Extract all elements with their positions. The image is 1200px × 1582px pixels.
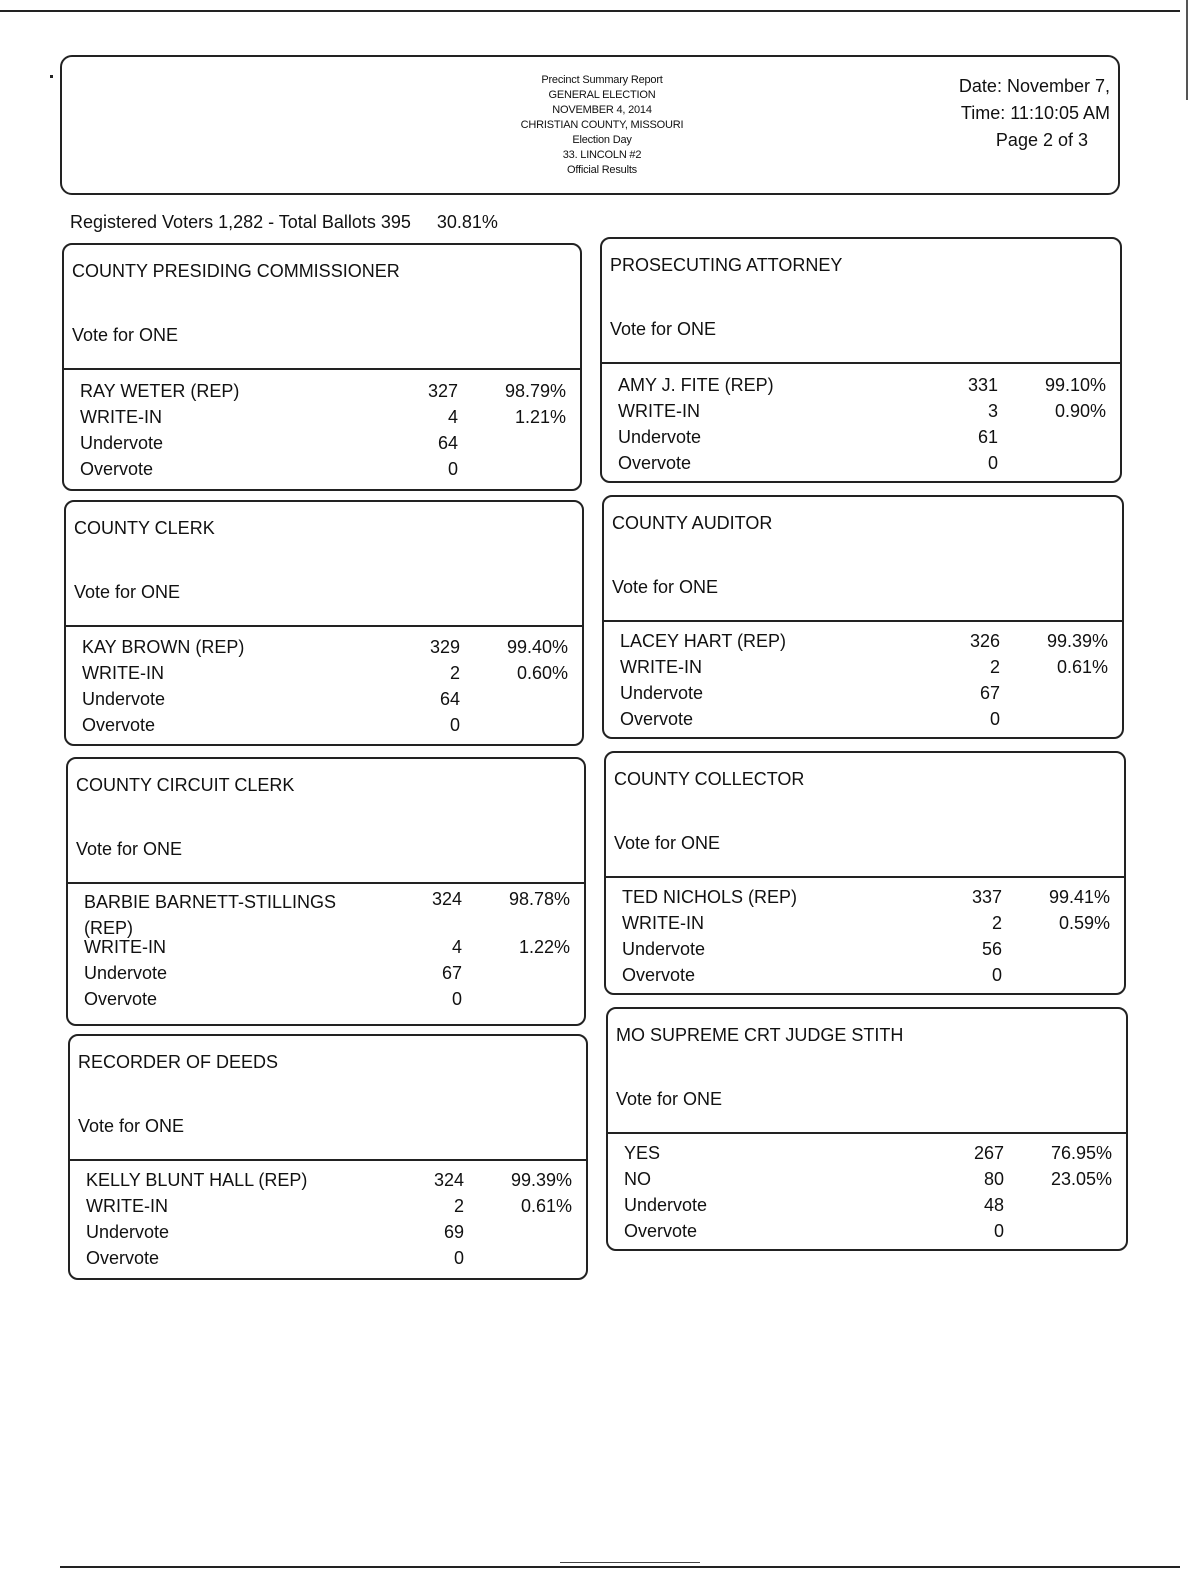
contest-results (606, 887, 1124, 991)
result-row (66, 663, 582, 689)
report-header (60, 55, 1120, 195)
choice-name: Overvote (80, 459, 154, 479)
contest-divider (606, 876, 1124, 878)
result-row (68, 989, 584, 1015)
contest-title: COUNTY CLERK (74, 518, 215, 538)
contest-divider (64, 368, 580, 370)
choice-name: Overvote (84, 989, 158, 1009)
vote-percent: 99.39% (510, 1170, 572, 1190)
vote-percent: 23.05% (1050, 1169, 1112, 1189)
vote-percent: 76.95% (1050, 1143, 1112, 1163)
vote-count: 67 (979, 683, 1000, 703)
result-row (602, 453, 1120, 479)
vote-for-label: Vote for ONE (78, 1116, 185, 1136)
vote-count: 331 (967, 375, 998, 395)
contest-prosecuting-attorney (600, 237, 1122, 483)
scan-mark (50, 75, 53, 78)
vote-percent: 0.90% (1054, 401, 1106, 421)
contest-county-auditor (602, 495, 1124, 739)
result-row (606, 887, 1124, 913)
choice-name: LACEY HART (REP) (620, 631, 787, 651)
vote-count: 0 (987, 453, 998, 473)
choice-name: Undervote (618, 427, 702, 447)
vote-count: 48 (983, 1195, 1004, 1215)
contest-results (602, 375, 1120, 479)
vote-percent: 99.10% (1044, 375, 1106, 395)
vote-count: 67 (441, 963, 462, 983)
result-row (70, 1196, 586, 1222)
turnout-percent: 30.81% (436, 212, 498, 232)
vote-count: 326 (969, 631, 1000, 651)
contest-title: COUNTY PRESIDING COMMISSIONER (72, 261, 400, 281)
vote-count: 0 (447, 459, 458, 479)
result-row (68, 937, 584, 963)
vote-count: 327 (427, 381, 458, 401)
result-row (66, 715, 582, 741)
choice-name: Undervote (86, 1222, 170, 1242)
vote-count: 2 (453, 1196, 464, 1216)
vote-percent: 98.79% (504, 381, 566, 401)
vote-for-label: Vote for ONE (610, 319, 717, 339)
contest-title: COUNTY AUDITOR (612, 513, 773, 533)
vote-count: 0 (991, 965, 1002, 985)
election-date: NOVEMBER 4, 2014 (552, 104, 652, 116)
result-row (604, 683, 1122, 709)
ballot-type: Election Day (572, 134, 632, 146)
vote-percent: 99.39% (1046, 631, 1108, 651)
result-row (604, 657, 1122, 683)
contest-county-presiding-commissioner (62, 243, 582, 491)
choice-name: Undervote (622, 939, 706, 959)
vote-count: 80 (983, 1169, 1004, 1189)
result-row (68, 889, 584, 941)
contest-results (66, 637, 582, 741)
vote-count: 324 (431, 889, 462, 909)
contest-results (64, 381, 580, 485)
vote-percent: 0.59% (1058, 913, 1110, 933)
vote-for-label: Vote for ONE (72, 325, 179, 345)
report-date: Date: November 7, (958, 76, 1110, 96)
result-row (604, 709, 1122, 735)
contest-results (68, 889, 584, 1015)
contest-title: COUNTY CIRCUIT CLERK (76, 775, 295, 795)
vote-for-label: Vote for ONE (614, 833, 721, 853)
contest-title: MO SUPREME CRT JUDGE STITH (616, 1025, 904, 1045)
vote-percent: 1.21% (514, 407, 566, 427)
vote-for-label: Vote for ONE (74, 582, 181, 602)
contest-divider (66, 625, 582, 627)
vote-count: 2 (989, 657, 1000, 677)
result-row (602, 401, 1120, 427)
vote-count: 267 (973, 1143, 1004, 1163)
vote-percent: 0.61% (520, 1196, 572, 1216)
vote-count: 0 (453, 1248, 464, 1268)
vote-for-label: Vote for ONE (612, 577, 719, 597)
county-name: CHRISTIAN COUNTY, MISSOURI (520, 119, 684, 131)
choice-name: KAY BROWN (REP) (82, 637, 245, 657)
vote-count: 64 (437, 433, 458, 453)
choice-name: AMY J. FITE (REP) (618, 375, 774, 395)
result-row (64, 433, 580, 459)
contest-title: RECORDER OF DEEDS (78, 1052, 279, 1072)
result-row (602, 427, 1120, 453)
vote-count: 0 (993, 1221, 1004, 1241)
result-row (606, 965, 1124, 991)
contest-divider (608, 1132, 1126, 1134)
choice-name: Undervote (624, 1195, 708, 1215)
result-row (64, 407, 580, 433)
report-title-block (442, 73, 762, 178)
result-row (66, 637, 582, 663)
vote-count: 329 (429, 637, 460, 657)
result-row (606, 939, 1124, 965)
vote-count: 61 (977, 427, 998, 447)
choice-name: RAY WETER (REP) (80, 381, 240, 401)
vote-percent: 99.41% (1048, 887, 1110, 907)
choice-name: Overvote (620, 709, 694, 729)
vote-for-label: Vote for ONE (616, 1089, 723, 1109)
contest-divider (70, 1159, 586, 1161)
turnout-summary (70, 212, 498, 233)
right-scan-border (1186, 0, 1188, 100)
choice-name: Overvote (624, 1221, 698, 1241)
vote-count: 4 (451, 937, 462, 957)
contest-title: PROSECUTING ATTORNEY (610, 255, 843, 275)
vote-count: 4 (447, 407, 458, 427)
vote-count: 0 (449, 715, 460, 735)
contest-results (608, 1143, 1126, 1247)
contest-divider (68, 882, 584, 884)
vote-count: 3 (987, 401, 998, 421)
contest-mo-supreme-court-judge-stith (606, 1007, 1128, 1251)
vote-percent: 0.61% (1056, 657, 1108, 677)
result-row (70, 1222, 586, 1248)
result-row (64, 459, 580, 485)
result-row (70, 1248, 586, 1274)
choice-name: WRITE-IN (622, 913, 704, 933)
report-meta (910, 73, 1110, 154)
choice-name: Overvote (82, 715, 156, 735)
choice-name: Overvote (622, 965, 696, 985)
result-row (64, 381, 580, 407)
choice-name: TED NICHOLS (REP) (622, 887, 798, 907)
page-number: Page 2 of 3 (995, 130, 1088, 150)
bottom-scan-mark (560, 1562, 700, 1563)
result-row (608, 1221, 1126, 1247)
vote-percent: 99.40% (506, 637, 568, 657)
choice-name: Undervote (620, 683, 704, 703)
turnout-text: Registered Voters 1,282 - Total Ballots 395 (70, 212, 411, 232)
top-scan-border (0, 10, 1180, 12)
contest-county-circuit-clerk (66, 757, 586, 1026)
vote-count: 324 (433, 1170, 464, 1190)
report-title: Precinct Summary Report (541, 74, 663, 86)
vote-count: 2 (449, 663, 460, 683)
choice-name: YES (624, 1143, 661, 1163)
choice-name: Undervote (80, 433, 164, 453)
contest-recorder-of-deeds (68, 1034, 588, 1280)
election-name: GENERAL ELECTION (548, 89, 656, 101)
choice-name: NO (624, 1169, 651, 1189)
choice-name: WRITE-IN (84, 937, 166, 957)
contest-divider (602, 362, 1120, 364)
contest-title: COUNTY COLLECTOR (614, 769, 805, 789)
vote-count: 64 (439, 689, 460, 709)
vote-count: 0 (989, 709, 1000, 729)
vote-percent: 0.60% (516, 663, 568, 683)
vote-percent: 1.22% (518, 937, 570, 957)
choice-name: WRITE-IN (620, 657, 702, 677)
vote-count: 0 (451, 989, 462, 1009)
result-row (604, 631, 1122, 657)
result-row (608, 1169, 1126, 1195)
choice-name: WRITE-IN (80, 407, 162, 427)
choice-name: Undervote (84, 963, 168, 983)
result-row (66, 689, 582, 715)
precinct-name: 33. LINCOLN #2 (562, 149, 642, 161)
result-row (68, 963, 584, 989)
vote-count: 69 (443, 1222, 464, 1242)
choice-name: BARBIE BARNETT-STILLINGS (REP) (84, 892, 337, 938)
result-row (602, 375, 1120, 401)
contest-results (604, 631, 1122, 735)
bottom-scan-border (60, 1566, 1180, 1568)
choice-name: WRITE-IN (618, 401, 700, 421)
choice-name: Undervote (82, 689, 166, 709)
report-time: Time: 11:10:05 AM (960, 103, 1110, 123)
result-row (606, 913, 1124, 939)
vote-for-label: Vote for ONE (76, 839, 183, 859)
vote-count: 2 (991, 913, 1002, 933)
vote-percent: 98.78% (508, 889, 570, 909)
choice-name: WRITE-IN (82, 663, 164, 683)
choice-name: Overvote (86, 1248, 160, 1268)
results-status: Official Results (567, 164, 637, 176)
contest-county-collector (604, 751, 1126, 995)
vote-count: 56 (981, 939, 1002, 959)
vote-count: 337 (971, 887, 1002, 907)
contest-county-clerk (64, 500, 584, 746)
choice-name: KELLY BLUNT HALL (REP) (86, 1170, 308, 1190)
choice-name: Overvote (618, 453, 692, 473)
contest-divider (604, 620, 1122, 622)
result-row (70, 1170, 586, 1196)
result-row (608, 1143, 1126, 1169)
contest-results (70, 1170, 586, 1274)
choice-name: WRITE-IN (86, 1196, 168, 1216)
result-row (608, 1195, 1126, 1221)
